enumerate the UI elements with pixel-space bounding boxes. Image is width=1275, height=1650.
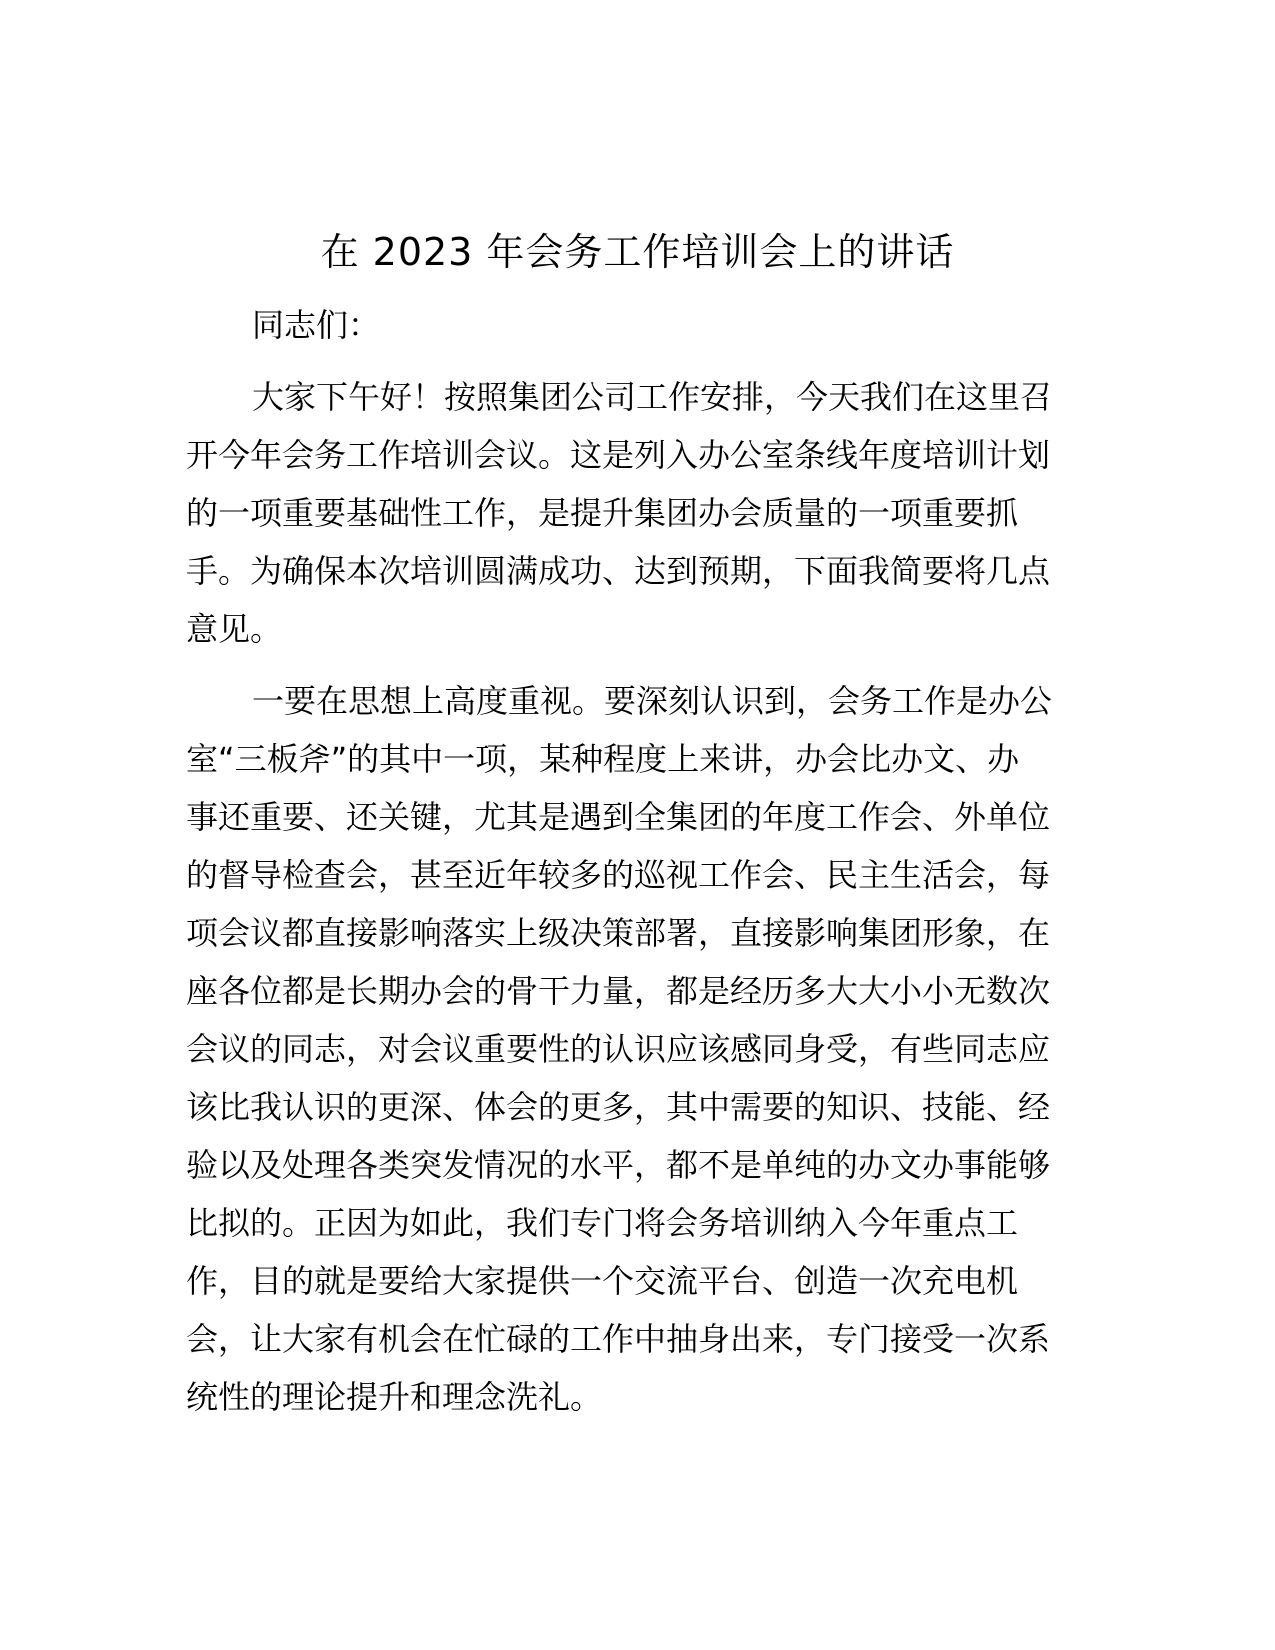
- paragraph-line: 比拟的。正因为如此，我们专门将会务培训纳入今年重点工: [186, 1204, 1019, 1242]
- greeting: [186, 296, 1086, 354]
- paragraph-line: 统性的理论提升和理念洗礼。: [186, 1378, 603, 1416]
- paragraph-2: [186, 672, 1086, 1426]
- paragraph-line: 作，目的就是要给大家提供一个交流平台、创造一次充电机: [186, 1262, 1019, 1300]
- paragraph-1: [186, 368, 1086, 658]
- paragraph-line: 会，让大家有机会在忙碌的工作中抽身出来，专门接受一次系: [186, 1320, 1051, 1358]
- paragraph-line: 座各位都是长期办会的骨干力量，都是经历多大大小小无数次: [186, 972, 1051, 1010]
- greeting-text: 同志们：: [252, 306, 381, 344]
- paragraph-line: 室“三板斧”的其中一项，某种程度上来讲，办会比办文、办: [186, 740, 1020, 778]
- paragraph-line: 大家下午好！按照集团公司工作安排，今天我们在这里召: [252, 378, 1053, 416]
- paragraph-line: 一要在思想上高度重视。要深刻认识到，会务工作是办公: [252, 682, 1053, 720]
- paragraph-line: 会议的同志，对会议重要性的认识应该感同身受，有些同志应: [186, 1030, 1051, 1068]
- paragraph-line: 事还重要、还关键，尤其是遇到全集团的年度工作会、外单位: [186, 798, 1051, 836]
- paragraph-line: 该比我认识的更深、体会的更多，其中需要的知识、技能、经: [186, 1088, 1051, 1126]
- paragraph-line: 项会议都直接影响落实上级决策部署，直接影响集团形象，在: [186, 914, 1051, 952]
- document-title: 在 2023 年会务工作培训会上的讲话: [320, 230, 955, 274]
- paragraph-line: 开今年会务工作培训会议。这是列入办公室条线年度培训计划: [186, 436, 1051, 474]
- paragraph-line: 验以及处理各类突发情况的水平，都不是单纯的办文办事能够: [186, 1146, 1051, 1184]
- document-body: [186, 296, 1086, 1426]
- paragraph-line: 的督导检查会，甚至近年较多的巡视工作会、民主生活会，每: [186, 856, 1051, 894]
- paragraph-line: 意见。: [186, 610, 283, 648]
- paragraph-line: 的一项重要基础性工作，是提升集团办会质量的一项重要抓: [186, 494, 1019, 532]
- paragraph-line: 手。为确保本次培训圆满成功、达到预期，下面我简要将几点: [186, 552, 1051, 590]
